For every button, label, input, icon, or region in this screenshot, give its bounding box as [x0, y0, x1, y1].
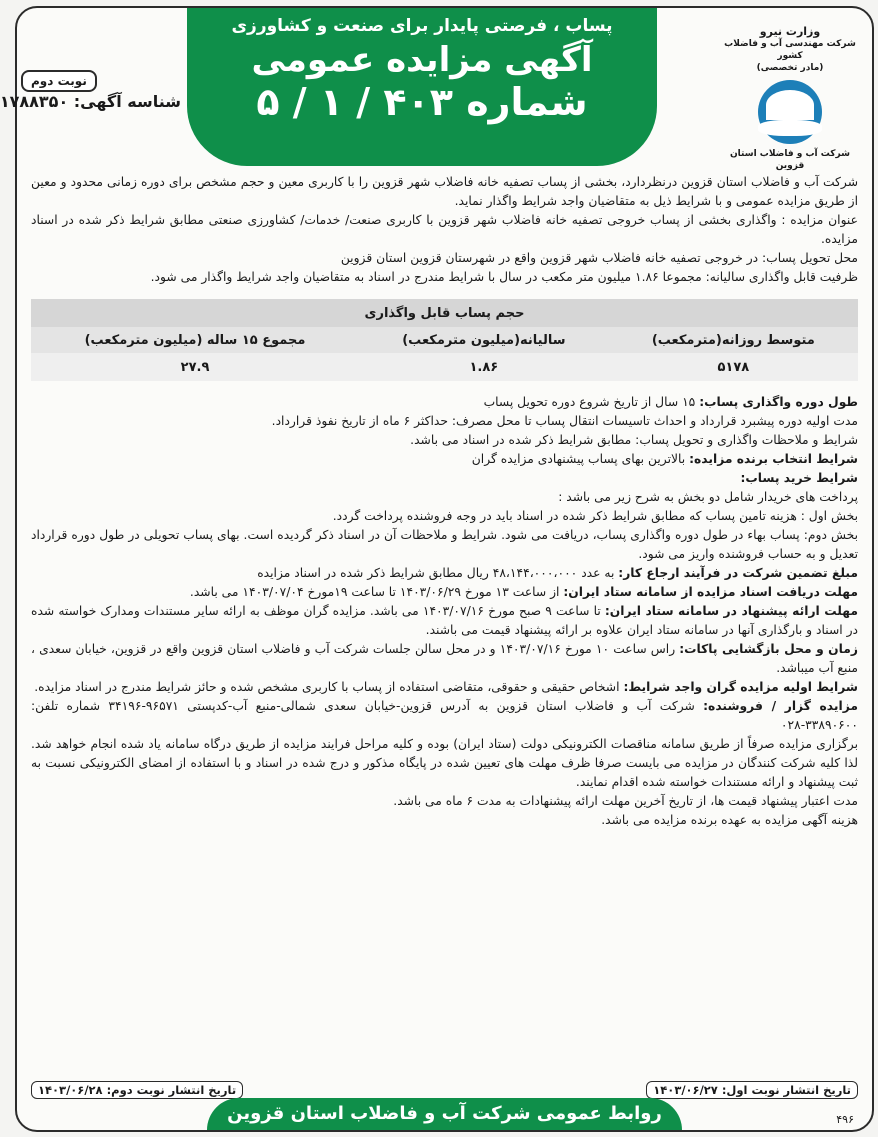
eligibility-label: شرایط اولیه مزایده گران واجد شرایط:: [623, 680, 858, 694]
submit-text: تا ساعت ۹ صبح مورخ ۱۴۰۳/۰۷/۱۶ می باشد. مزایده گران موظف به ارائه سایر مستندات ومدارک خواسته شده در اسناد و بارگذاری آنها در سامانه ستاد ایران علاوه بر ارائه پیشنهاد قیمت می باشند.: [31, 604, 858, 637]
ad-frame: [0, 6, 874, 1132]
validity-paragraph: مدت اعتبار پیشنهاد قیمت ها، از تاریخ آخرین مهلت ارائه پیشنهادات به مدت ۶ ماه می باشد.: [393, 794, 858, 808]
duration-label: طول دوره واگذاری پساب:: [699, 395, 858, 409]
table-header-total: مجموع ۱۵ ساله (میلیون مترمکعب): [31, 327, 359, 353]
receive-text: از ساعت ۱۳ مورخ ۱۴۰۳/۰۶/۲۹ تا ساعت ۱۹مورخ ۱۴۰۳/۰۷/۰۴ می باشد.: [189, 585, 564, 599]
guarantee-text: به عدد ۴۸،۱۴۴،۰۰۰،۰۰۰ ریال مطابق شرایط ذکر شده در اسناد مزایده: [257, 566, 619, 580]
ad-number: شماره ۴۰۳ / ۱ / ۵: [256, 80, 588, 124]
receive-paragraph: [31, 583, 858, 602]
duration-text: ۱۵ سال از تاریخ شروع دوره تحویل پساب: [483, 395, 700, 409]
cost-paragraph: هزینه آگهی مزایده به عهده برنده مزایده می باشد.: [601, 813, 858, 827]
volume-table: [31, 299, 858, 381]
delivery-location-paragraph: محل تحویل پساب: در خروجی تصفیه خانه فاضلاب شهر قزوین واقع در شهرستان قزوین استان قزوین: [340, 251, 858, 265]
duration-paragraph: [31, 393, 858, 412]
ad-meta: [0, 70, 181, 111]
receive-label: مهلت دریافت اسناد مزایده از سامانه ستاد ایران:: [563, 585, 858, 599]
submit-label: مهلت ارائه پیشنهاد در سامانه ستاد ایران:: [604, 604, 859, 618]
winner-paragraph: [31, 450, 858, 469]
intro-paragraph: شرکت آب و فاضلاب استان قزوین درنظردارد، بخشی از پساب تصفیه خانه فاضلاب شهر قزوین را با کاربری معین و حجم مشخص برای دوره زمانی محدود و معین از طریق مزایده عمومی و با شرایط ذیل به متقاضیان واجد شرایط واگذار نماید.: [31, 175, 858, 208]
ad-title: آگهی مزایده عمومی: [251, 40, 593, 80]
header-slogan: پساب ، فرصتی پایدار برای صنعت و کشاورزی: [231, 16, 613, 36]
purchase-heading: [31, 469, 858, 488]
public-relations-banner: روابط عمومی شرکت آب و فاضلاب استان قزوین: [207, 1098, 682, 1130]
first-publication-date: تاریخ انتشار نوبت اول: ۱۴۰۳/۰۶/۲۷: [646, 1081, 858, 1099]
submit-paragraph: [31, 602, 858, 640]
eligibility-paragraph: [31, 678, 858, 697]
prelim-paragraph: مدت اولیه دوره پیشبرد قرارداد و احداث تاسیسات انتقال پساب تا محل مصرف: حداکثر ۶ ماه از تاریخ نفوذ قرارداد.: [271, 414, 858, 428]
guarantee-label: مبلغ تضمین شرکت در فرآیند ارجاع کار:: [618, 566, 858, 580]
part2-paragraph: بخش دوم: پساب بهاء در طول دوره واگذاری پساب، دریافت می شود. شرایط و ملاحظات آن در اسناد ذکر گردیده است. بهای پساب تحویلی در طول دوره قرارداد تعدیل و به حساب فروشنده واریز می شود.: [31, 528, 858, 561]
company-logo-block: [720, 26, 860, 172]
company-name: شرکت آب و فاضلاب استان قزوین: [730, 149, 850, 171]
ad-body: [31, 173, 858, 830]
seller-text: شرکت آب و فاضلاب استان قزوین به آدرس قزوین-خیابان سعدی شمالی-منبع آب-کدپستی ۹۶۵۷۱-۳۴۱۹۶ شماره تلفن: ۳۳۸۹۰۶۰۰-۰۲۸: [31, 699, 858, 732]
table-cell-daily: ۵۱۷۸: [609, 353, 858, 381]
opening-label: زمان و محل بازگشایی پاکات:: [679, 642, 858, 656]
engineering-company-name: شرکت مهندسی آب و فاضلاب کشور: [724, 39, 856, 61]
winner-label: شرایط انتخاب برنده مزایده:: [689, 452, 858, 466]
part1-paragraph: بخش اول : هزینه تامین پساب که مطابق شرایط ذکر شده در اسناد باید در وجه فروشنده پرداخت گردد.: [332, 509, 858, 523]
eligibility-text: اشخاص حقیقی و حقوقی، متقاضی استفاده از پساب با کاربری مشخص شده و حائز شرایط مندرج در اسناد مزایده.: [34, 680, 624, 694]
table-cell-total: ۲۷.۹: [31, 353, 359, 381]
ad-id: شناسه آگهی: ۱۷۸۸۳۵۰: [0, 92, 181, 111]
header-banner: [187, 8, 657, 166]
winner-text: بالاترین بهای پساب پیشنهادی مزایده گران: [471, 452, 690, 466]
capacity-paragraph: ظرفیت قابل واگذاری سالیانه: مجموعا ۱.۸۶ میلیون متر مکعب در سال با شرایط مندرج در اسناد به متقاضیان واجد شرایط واگذار می شود.: [150, 270, 858, 284]
table-cell-annual: ۱.۸۶: [359, 353, 609, 381]
opening-text: راس ساعت ۱۰ مورخ ۱۴۰۳/۰۷/۱۶ و در محل سالن جلسات شرکت آب و فاضلاب استان قزوین واقع در قزوین، خیابان سعدی ، منبع آب میباشد.: [31, 642, 858, 675]
seller-label: مزایده گزار / فروشنده:: [703, 699, 859, 713]
round-badge: نوبت دوم: [21, 70, 97, 92]
purchase-intro: پرداخت های خریدار شامل دو بخش به شرح زیر می باشد :: [558, 490, 858, 504]
volume-table-title: حجم پساب قابل واگذاری: [31, 299, 858, 327]
electronic-paragraph: برگزاری مزایده صرفاً از طریق سامانه مناقصات الکترونیکی دولت (ستاد ایران) بوده و کلیه مراحل فرایند مزایده از طریق درگاه سامانه یاد شده انجام خواهد شد. لذا کلیه شرکت کنندگان در مزایده می بایست صرفا ظرف مهلت های تعیین شده در پایگاه مذکور و درج شده در اسناد و با استفاده از امضای الکترونیکی نسبت به ثبت پیشنهاد و ارائه مستندات خواسته شده اقدام نمایند.: [31, 737, 858, 789]
specialist-label: (مادر تخصصی): [756, 63, 824, 73]
opening-paragraph: [31, 640, 858, 678]
seller-paragraph: [31, 697, 858, 735]
guarantee-paragraph: [31, 564, 858, 583]
water-drop-logo-icon: [758, 80, 822, 144]
purchase-label: شرایط خرید پساب:: [740, 471, 858, 485]
second-publication-date: تاریخ انتشار نوبت دوم: ۱۴۰۳/۰۶/۲۸: [31, 1081, 243, 1099]
ministry-name: وزارت نیرو: [759, 25, 821, 38]
conditions-paragraph: شرایط و ملاحظات واگذاری و تحویل پساب: مطابق شرایط ذکر شده در اسناد می باشد.: [410, 433, 858, 447]
table-header-annual: سالیانه(میلیون مترمکعب): [359, 327, 609, 353]
table-header-daily: متوسط روزانه(مترمکعب): [609, 327, 858, 353]
page-number: ۴۹۶: [836, 1113, 854, 1126]
auction-title-paragraph: عنوان مزایده : واگذاری بخشی از پساب خروجی تصفیه خانه فاضلاب شهر قزوین با کاربری صنعت/ خدمات/ کشاورزی صنعتی مطابق شرایط ذکر شده در اسناد مزایده.: [31, 213, 858, 246]
